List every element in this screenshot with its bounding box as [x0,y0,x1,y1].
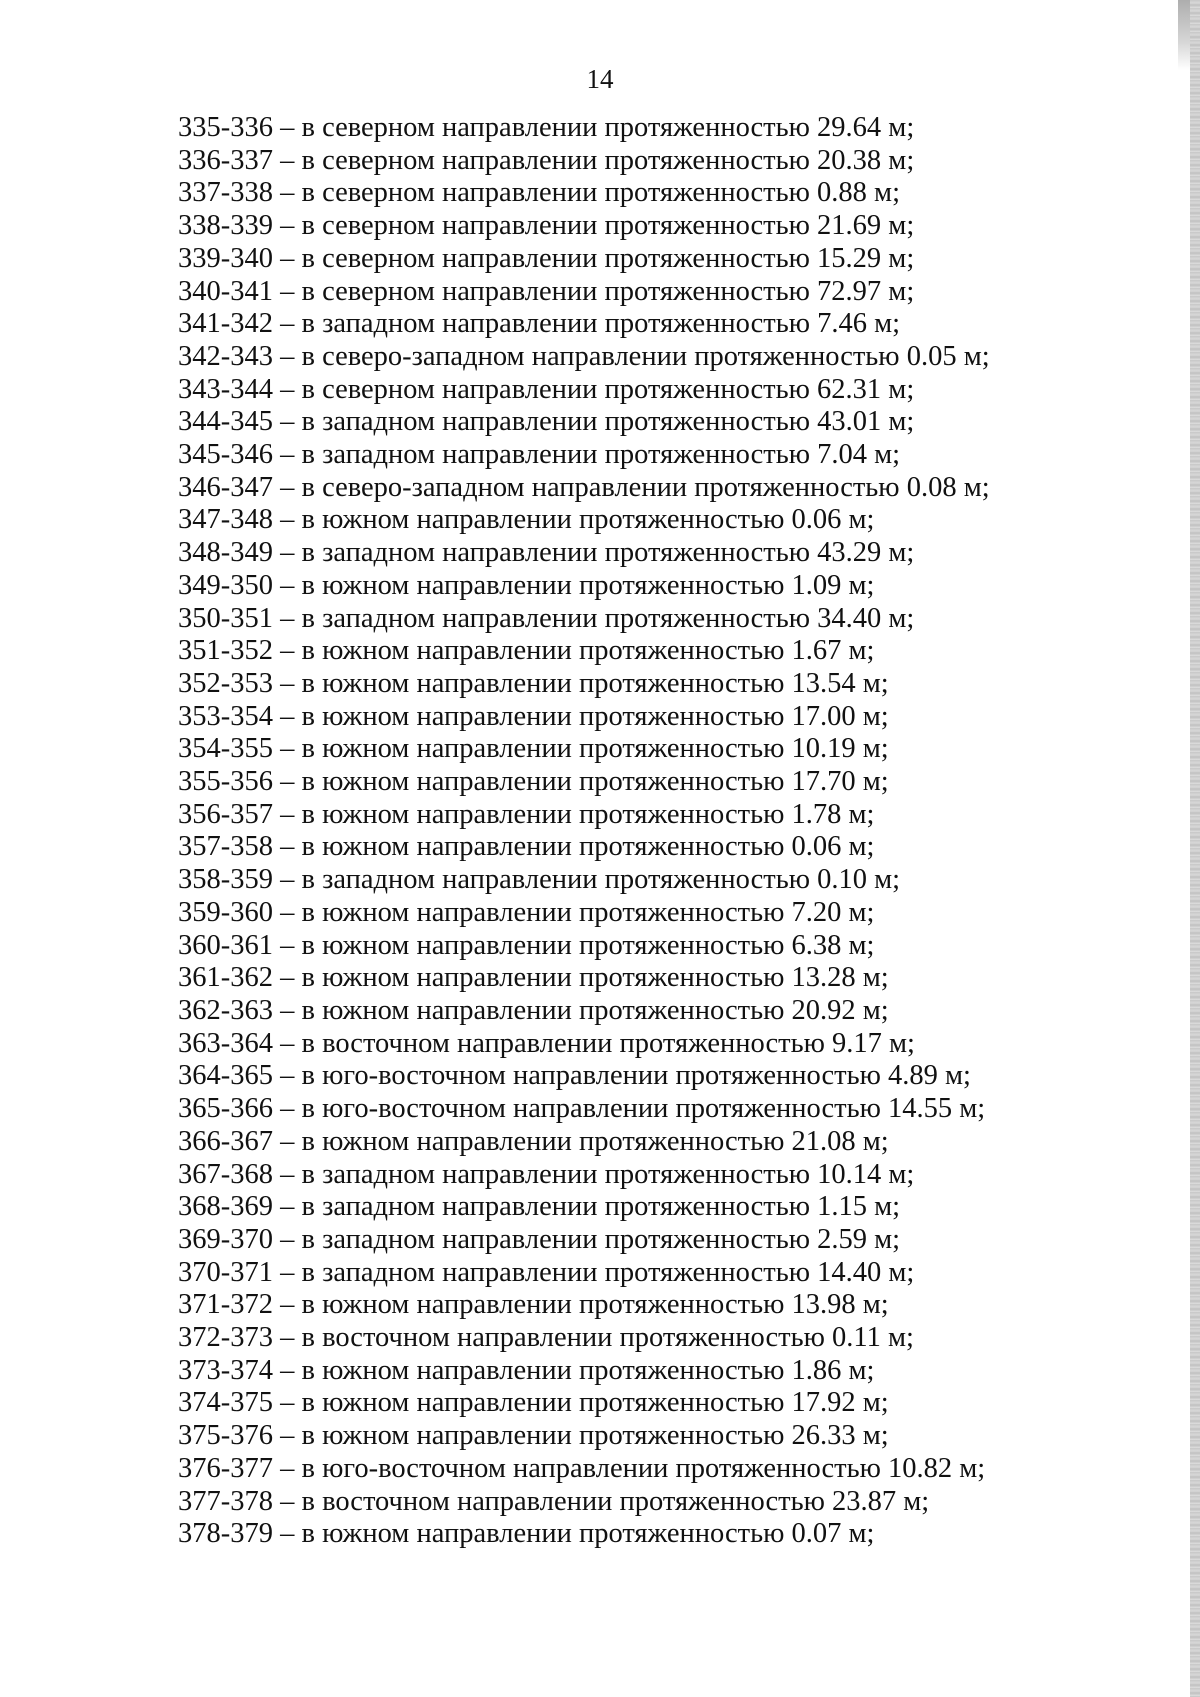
boundary-segment-line: 370-371 – в западном направлении протяженностью 14.40 м; [178,1256,915,1288]
boundary-segment-line: 369-370 – в западном направлении протяженностью 2.59 м; [178,1223,901,1255]
boundary-segment-line: 337-338 – в северном направлении протяженностью 0.88 м; [178,177,901,209]
boundary-segment-line: 335-336 – в северном направлении протяженностью 29.64 м; [178,112,915,143]
boundary-segment-line: 347-348 – в южном направлении протяженностью 0.06 м; [178,504,875,536]
boundary-segment-line: 345-346 – в западном направлении протяженностью 7.04 м; [178,439,901,471]
boundary-segment-line: 363-364 – в восточном направлении протяженностью 9.17 м; [178,1027,915,1059]
boundary-segment-line: 376-377 – в юго-восточном направлении протяженностью 10.82 м; [178,1452,986,1484]
boundary-segment-line: 352-353 – в южном направлении протяженностью 13.54 м; [178,667,889,699]
boundary-segment-line: 368-369 – в западном направлении протяженностью 1.15 м; [178,1191,901,1223]
boundary-segment-line: 349-350 – в южном направлении протяженностью 1.09 м; [178,569,875,601]
boundary-segment-line: 356-357 – в южном направлении протяженностью 1.78 м; [178,798,875,830]
boundary-segment-line: 343-344 – в северном направлении протяженностью 62.31 м; [178,373,915,405]
boundary-segment-line: 367-368 – в западном направлении протяженностью 10.14 м; [178,1158,915,1190]
boundary-segment-line: 366-367 – в южном направлении протяженностью 21.08 м; [178,1125,889,1157]
boundary-segment-line: 355-356 – в южном направлении протяженностью 17.70 м; [178,766,889,798]
boundary-segment-list [178,112,990,1551]
boundary-segment-line: 375-376 – в южном направлении протяженностью 26.33 м; [178,1420,889,1452]
boundary-segment-line: 359-360 – в южном направлении протяженностью 7.20 м; [178,896,875,928]
boundary-segment-line: 371-372 – в южном направлении протяженностью 13.98 м; [178,1289,889,1321]
boundary-segment-line: 344-345 – в западном направлении протяженностью 43.01 м; [178,406,915,438]
boundary-segment-line: 360-361 – в южном направлении протяженностью 6.38 м; [178,929,875,961]
boundary-segment-line: 341-342 – в западном направлении протяженностью 7.46 м; [178,308,901,340]
boundary-segment-line: 354-355 – в южном направлении протяженностью 10.19 м; [178,733,889,765]
scan-edge-shadow [1190,0,1200,1697]
boundary-segment-line: 377-378 – в восточном направлении протяженностью 23.87 м; [178,1485,930,1517]
scan-edge-shadow-top [1178,0,1190,70]
page-number: 14 [586,64,614,94]
boundary-segment-line: 348-349 – в западном направлении протяженностью 43.29 м; [178,537,915,569]
boundary-segment-line: 374-375 – в южном направлении протяженностью 17.92 м; [178,1387,889,1419]
boundary-segment-line: 339-340 – в северном направлении протяженностью 15.29 м; [178,242,915,274]
boundary-segment-line: 351-352 – в южном направлении протяженностью 1.67 м; [178,635,875,667]
boundary-segment-line: 358-359 – в западном направлении протяженностью 0.10 м; [178,864,901,896]
boundary-segment-line: 362-363 – в южном направлении протяженностью 20.92 м; [178,994,889,1026]
boundary-segment-line: 373-374 – в южном направлении протяженностью 1.86 м; [178,1354,875,1386]
boundary-segment-line: 357-358 – в южном направлении протяженностью 0.06 м; [178,831,875,863]
boundary-segment-line: 338-339 – в северном направлении протяженностью 21.69 м; [178,210,915,242]
boundary-segment-line: 336-337 – в северном направлении протяженностью 20.38 м; [178,144,915,176]
boundary-segment-line: 364-365 – в юго-восточном направлении протяженностью 4.89 м; [178,1060,971,1092]
boundary-segment-line: 346-347 – в северо-западном направлении протяженностью 0.08 м; [178,471,990,503]
boundary-segment-line: 361-362 – в южном направлении протяженностью 13.28 м; [178,962,889,994]
boundary-segment-line: 372-373 – в восточном направлении протяженностью 0.11 м; [178,1322,914,1354]
boundary-segment-line: 365-366 – в юго-восточном направлении протяженностью 14.55 м; [178,1093,986,1125]
boundary-segment-line: 350-351 – в западном направлении протяженностью 34.40 м; [178,602,915,634]
boundary-segment-line: 340-341 – в северном направлении протяженностью 72.97 м; [178,275,915,307]
boundary-segment-line: 353-354 – в южном направлении протяженностью 17.00 м; [178,700,889,732]
boundary-segment-line: 378-379 – в южном направлении протяженностью 0.07 м; [178,1518,875,1550]
boundary-segment-line: 342-343 – в северо-западном направлении протяженностью 0.05 м; [178,340,990,372]
